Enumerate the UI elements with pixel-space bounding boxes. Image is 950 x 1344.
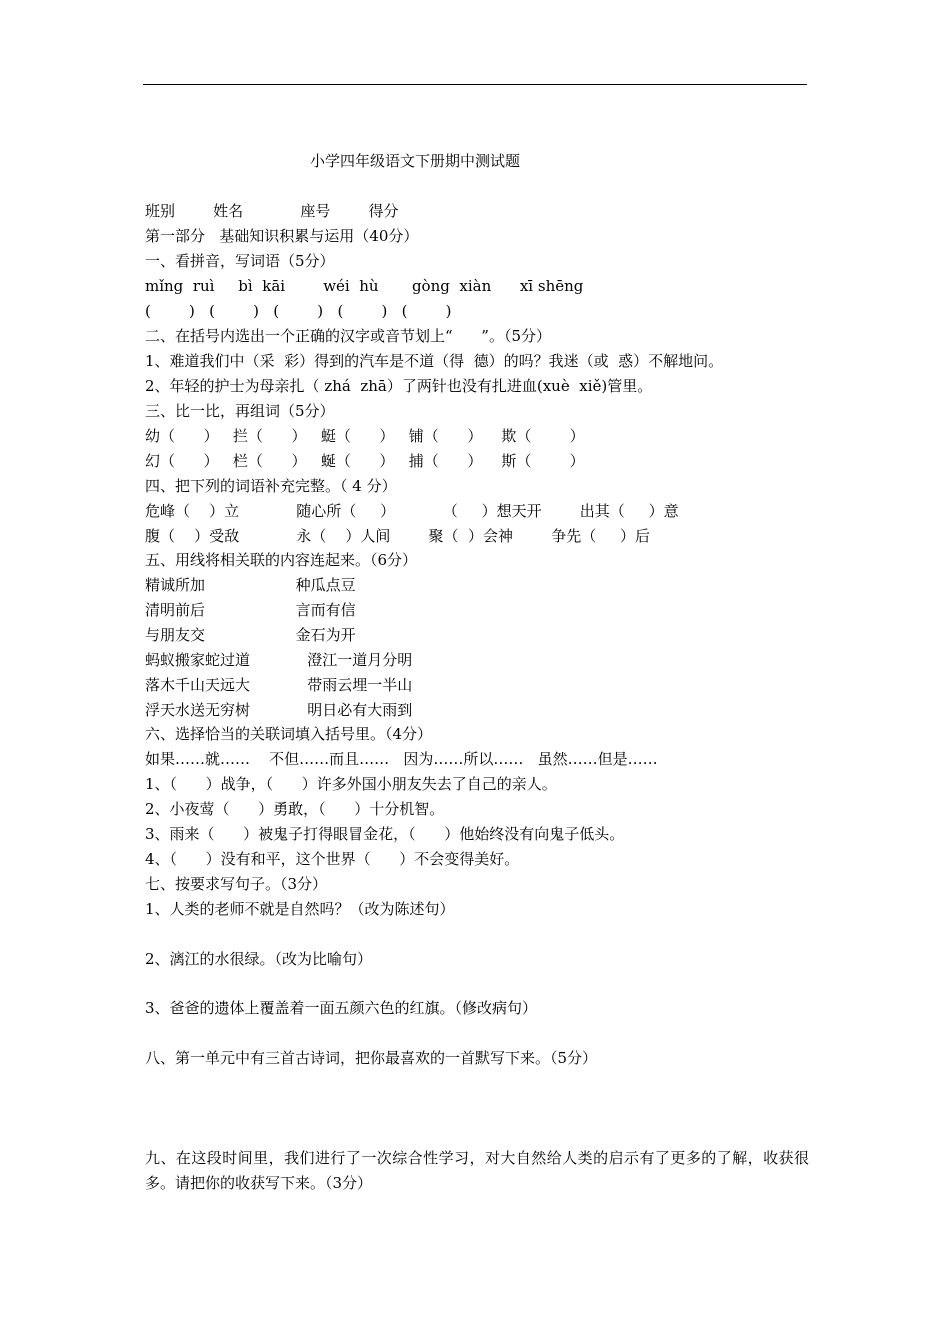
q5-heading: 五、用线将相关联的内容连起来。（6分） <box>145 551 418 569</box>
header-fields: 班别 姓名 座号 得分 <box>145 202 399 220</box>
q2-item: 2、年轻的护士为母亲扎（ zhá zhā）了两针也没有扎进血(xuè xiě)管里。 <box>145 377 653 395</box>
q6-heading: 六、选择恰当的关联词填入括号里。（4分） <box>145 725 433 743</box>
q5-row: 蚂蚁搬家蛇过道 澄江一道月分明 <box>145 651 413 669</box>
q6-options: 如果……就…… 不但……而且…… 因为……所以…… 虽然……但是…… <box>145 750 658 768</box>
q2-item: 1、难道我们中（采 彩）得到的汽车是不道（得 德）的吗？我迷（或 惑）不解地问。 <box>145 352 724 370</box>
q7-item: 3、爸爸的遗体上覆盖着一面五颜六色的红旗。（修改病句） <box>145 999 538 1017</box>
q4-heading: 四、把下列的词语补充完整。（ 4 分） <box>145 477 397 495</box>
q5-row: 与朋友交 金石为开 <box>145 626 356 644</box>
q1-blanks: ( ) ( ) ( ) ( ) ( ) <box>145 302 452 320</box>
q6-item: 2、小夜莺（ ）勇敢，（ ）十分机智。 <box>145 800 445 818</box>
q5-row: 浮天水送无穷树 明日必有大雨到 <box>145 701 413 719</box>
q6-item: 3、雨来（ ）被鬼子打得眼冒金花，（ ）他始终没有向鬼子低头。 <box>145 825 625 843</box>
q7-heading: 七、按要求写句子。（3分） <box>145 875 328 893</box>
header-rule <box>143 84 807 85</box>
q4-row: 腹（ ）受敌 永（ ）人间 聚（ ）会神 争先（ ）后 <box>145 527 651 545</box>
q6-item: 4、（ ）没有和平，这个世界（ ）不会变得美好。 <box>145 850 520 868</box>
q5-row: 落木千山天远大 带雨云埋一半山 <box>145 676 413 694</box>
q9-paragraph: 九、在这段时间里，我们进行了一次综合性学习，对大自然给人类的启示有了更多的了解，收获很多。请把你的收获写下来。（3分） <box>145 1149 809 1192</box>
page-title: 小学四年级语文下册期中测试题 <box>310 152 521 170</box>
q5-row: 精诚所加 种瓜点豆 <box>145 576 356 594</box>
part1-heading: 第一部分 基础知识积累与运用（40分） <box>145 227 419 245</box>
q3-row: 幻（ ） 栏（ ） 蜒（ ） 捕（ ） 斯（ ） <box>145 452 585 470</box>
q5-row: 清明前后 言而有信 <box>145 601 356 619</box>
q7-item: 1、人类的老师不就是自然吗？（改为陈述句） <box>145 900 455 918</box>
q7-item: 2、漓江的水很绿。（改为比喻句） <box>145 950 373 968</box>
q3-heading: 三、比一比，再组词（5分） <box>145 402 335 420</box>
q1-pinyin: mǐng ruì bì kāi wéi hù gòng xiàn xī shēng <box>145 277 584 295</box>
q4-row: 危峰（ ）立 随心所（ ） （ ）想天开 出其（ ）意 <box>145 502 679 520</box>
q2-heading: 二、在括号内选出一个正确的汉字或音节划上“ ”。（5分） <box>145 327 551 345</box>
q8-heading: 八、第一单元中有三首古诗词，把你最喜欢的一首默写下来。（5分） <box>145 1049 598 1067</box>
q3-row: 幼（ ） 拦（ ） 蜓（ ） 铺（ ） 欺（ ） <box>145 427 585 445</box>
q6-item: 1、（ ）战争，（ ）许多外国小朋友失去了自己的亲人。 <box>145 775 557 793</box>
q1-heading: 一、看拼音，写词语（5分） <box>145 252 335 270</box>
